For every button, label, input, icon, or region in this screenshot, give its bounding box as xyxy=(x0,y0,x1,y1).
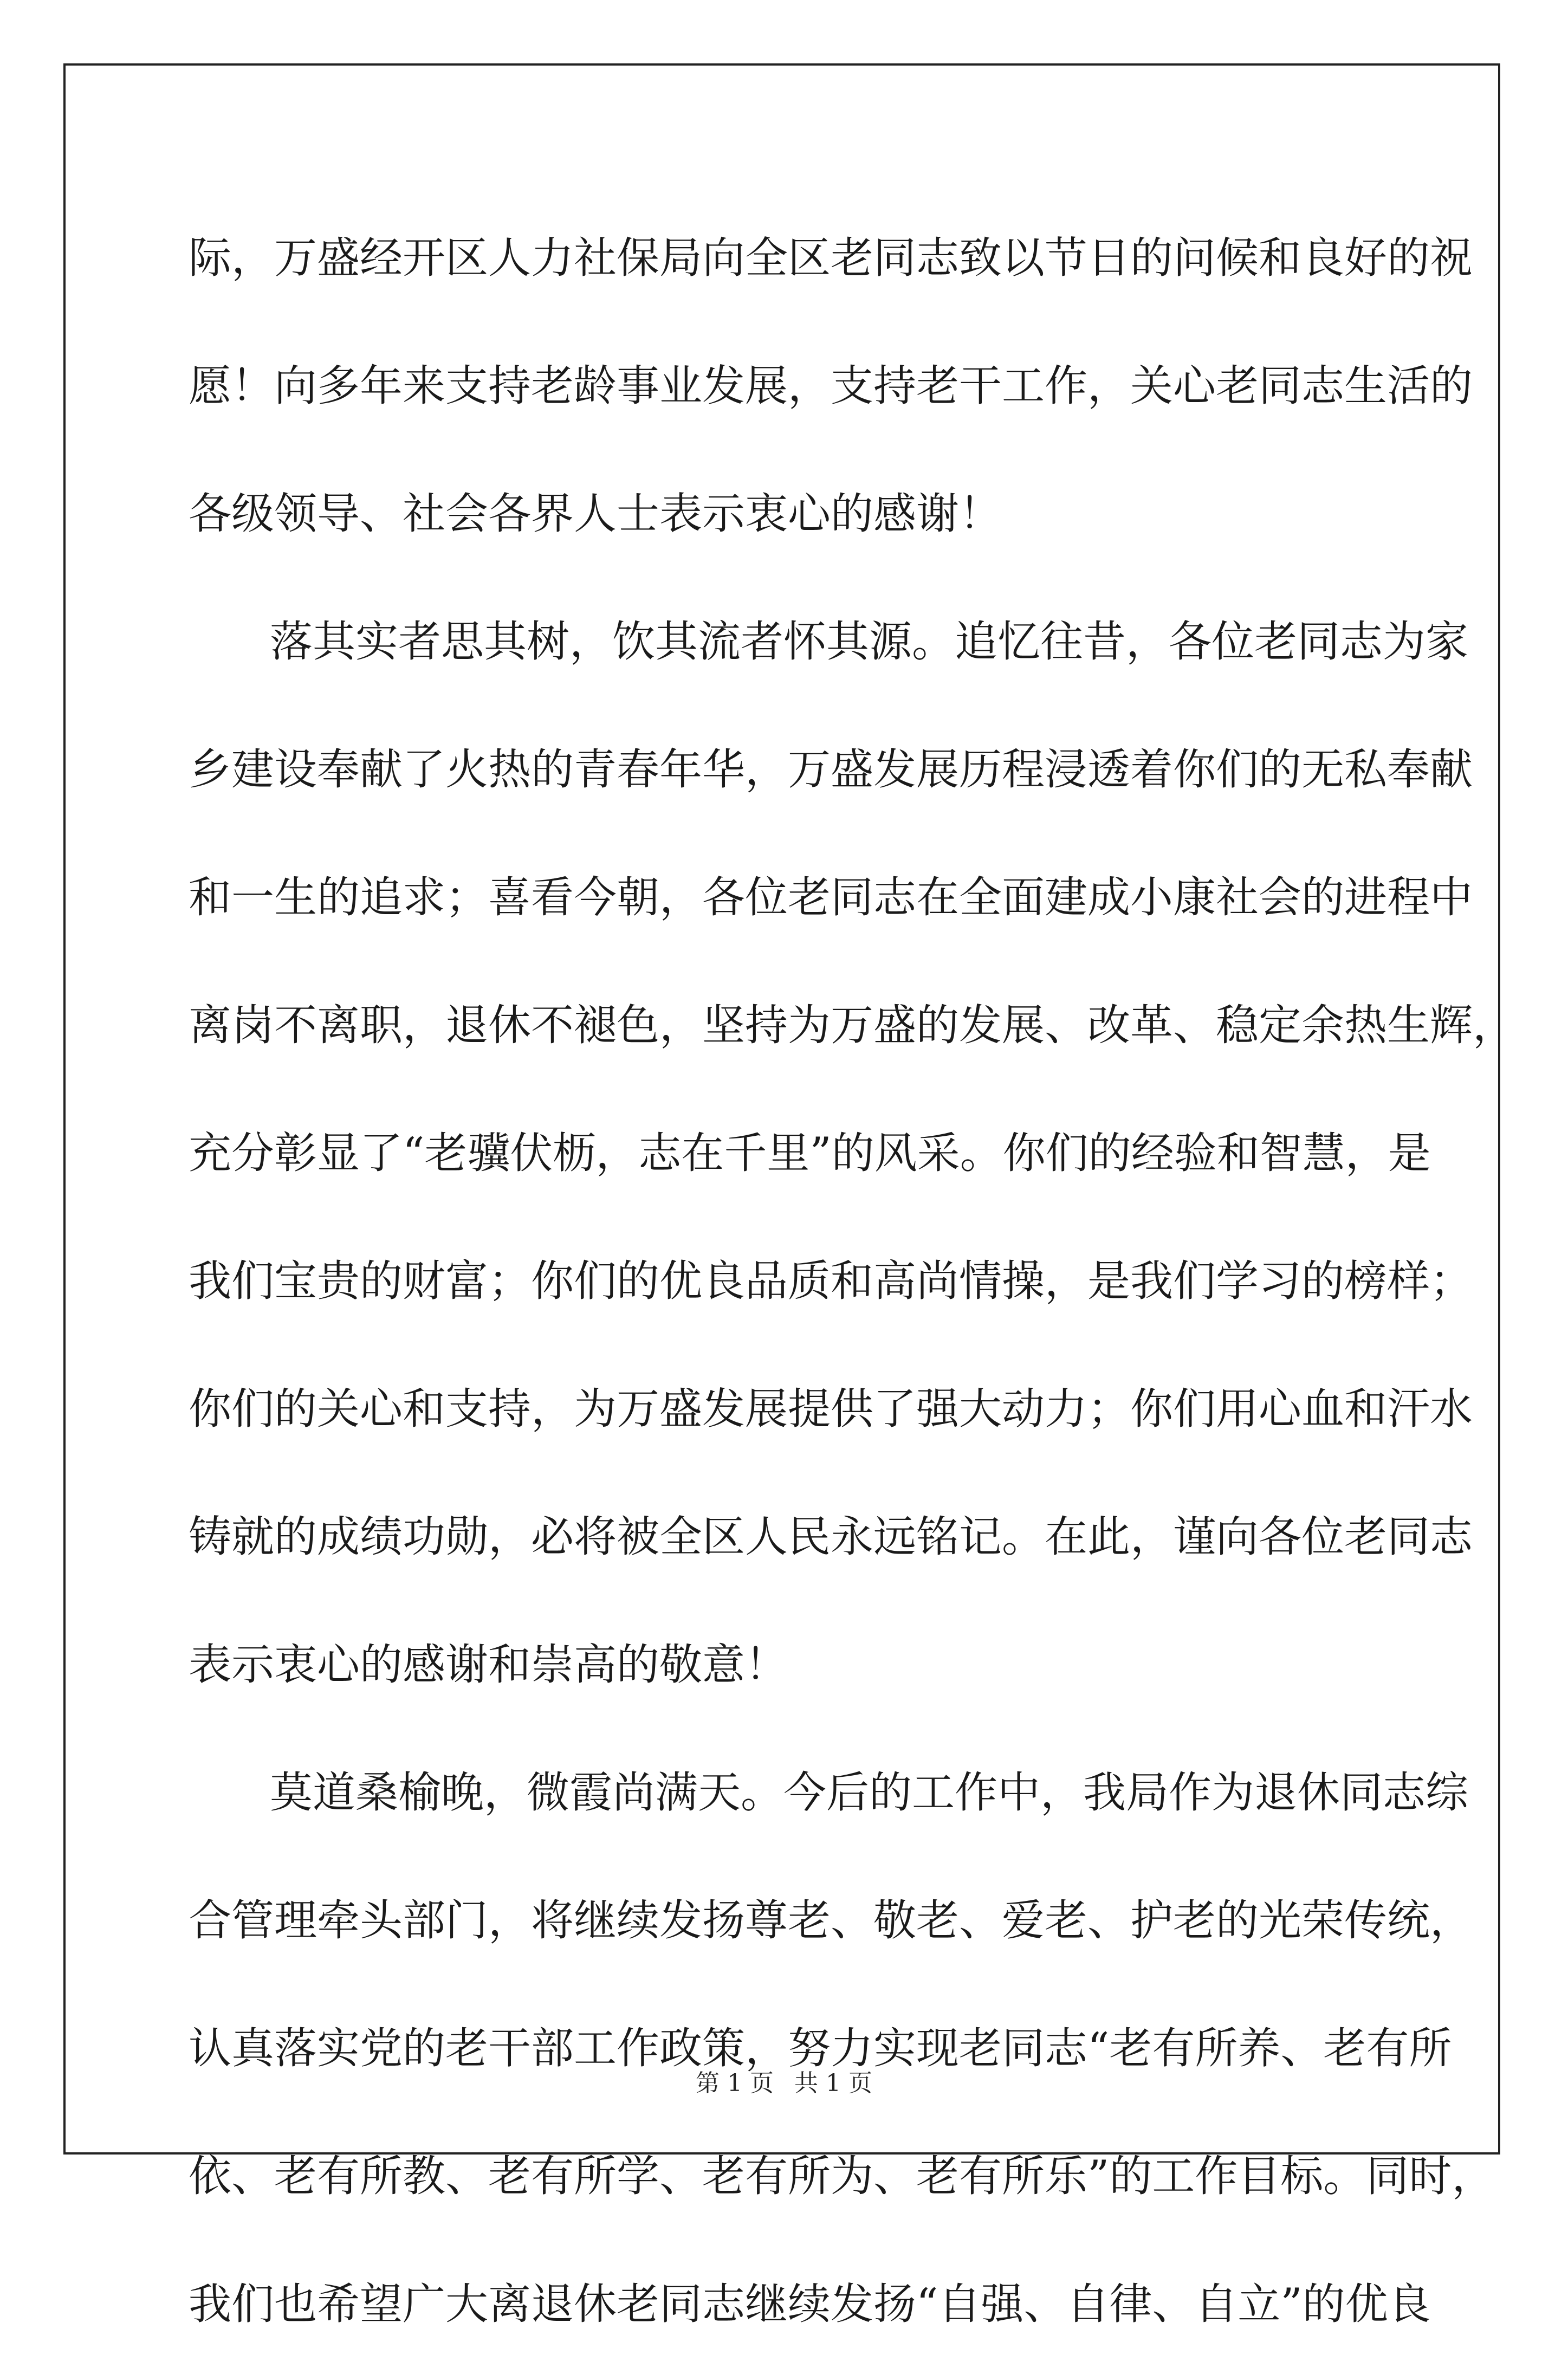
text-line: 离岗不离职，退休不褪色，坚持为万盛的发展、改革、稳定余热生辉， xyxy=(189,1000,1515,1050)
page-footer xyxy=(0,2063,1568,2098)
text-line: 依、老有所教、老有所学、老有所为、老有所乐”的工作目标。同时， xyxy=(189,2151,1495,2201)
paragraph-start-line: 莫道桑榆晚，微霞尚满天。今后的工作中，我局作为退休同志综 xyxy=(270,1768,1468,1817)
text-line: 各级领导、社会各界人士表示衷心的感谢！ xyxy=(189,489,1002,539)
text-line: 我们也希望广大离退休老同志继续发扬“自强、自律、自立”的优良 xyxy=(189,2279,1431,2329)
page-number: 第 1 页 xyxy=(696,2069,774,2097)
text-line: 乡建设奉献了火热的青春年华，万盛发展历程浸透着你们的无私奉献 xyxy=(189,745,1473,794)
text-line: 我们宝贵的财富；你们的优良品质和高尚情操，是我们学习的榜样； xyxy=(189,1256,1473,1306)
text-line: 铸就的成绩功勋，必将被全区人民永远铭记。在此，谨向各位老同志 xyxy=(189,1512,1473,1562)
text-line: 充分彰显了“老骥伏枥，志在千里”的风采。你们的经验和智慧，是 xyxy=(189,1128,1431,1178)
text-line: 认真落实党的老干部工作政策，努力实现老同志“老有所养、老有所 xyxy=(189,2023,1452,2073)
text-line: 和一生的追求；喜看今朝，各位老同志在全面建成小康社会的进程中 xyxy=(189,872,1473,922)
document-body xyxy=(189,194,1515,2368)
text-line: 你们的关心和支持，为万盛发展提供了强大动力；你们用心血和汗水 xyxy=(189,1384,1473,1434)
total-pages: 共 1 页 xyxy=(794,2069,872,2097)
text-line: 际，万盛经开区人力社保局向全区老同志致以节日的问候和良好的祝 xyxy=(189,233,1473,283)
text-line: 合管理牵头部门，将继续发扬尊老、敬老、爱老、护老的光荣传统， xyxy=(189,1895,1473,1945)
text-line: 愿！向多年来支持老龄事业发展，支持老干工作，关心老同志生活的 xyxy=(189,361,1473,411)
text-line: 表示衷心的感谢和崇高的敬意！ xyxy=(189,1640,788,1690)
paragraph-start-line: 落其实者思其树，饮其流者怀其源。追忆往昔，各位老同志为家 xyxy=(270,617,1468,667)
